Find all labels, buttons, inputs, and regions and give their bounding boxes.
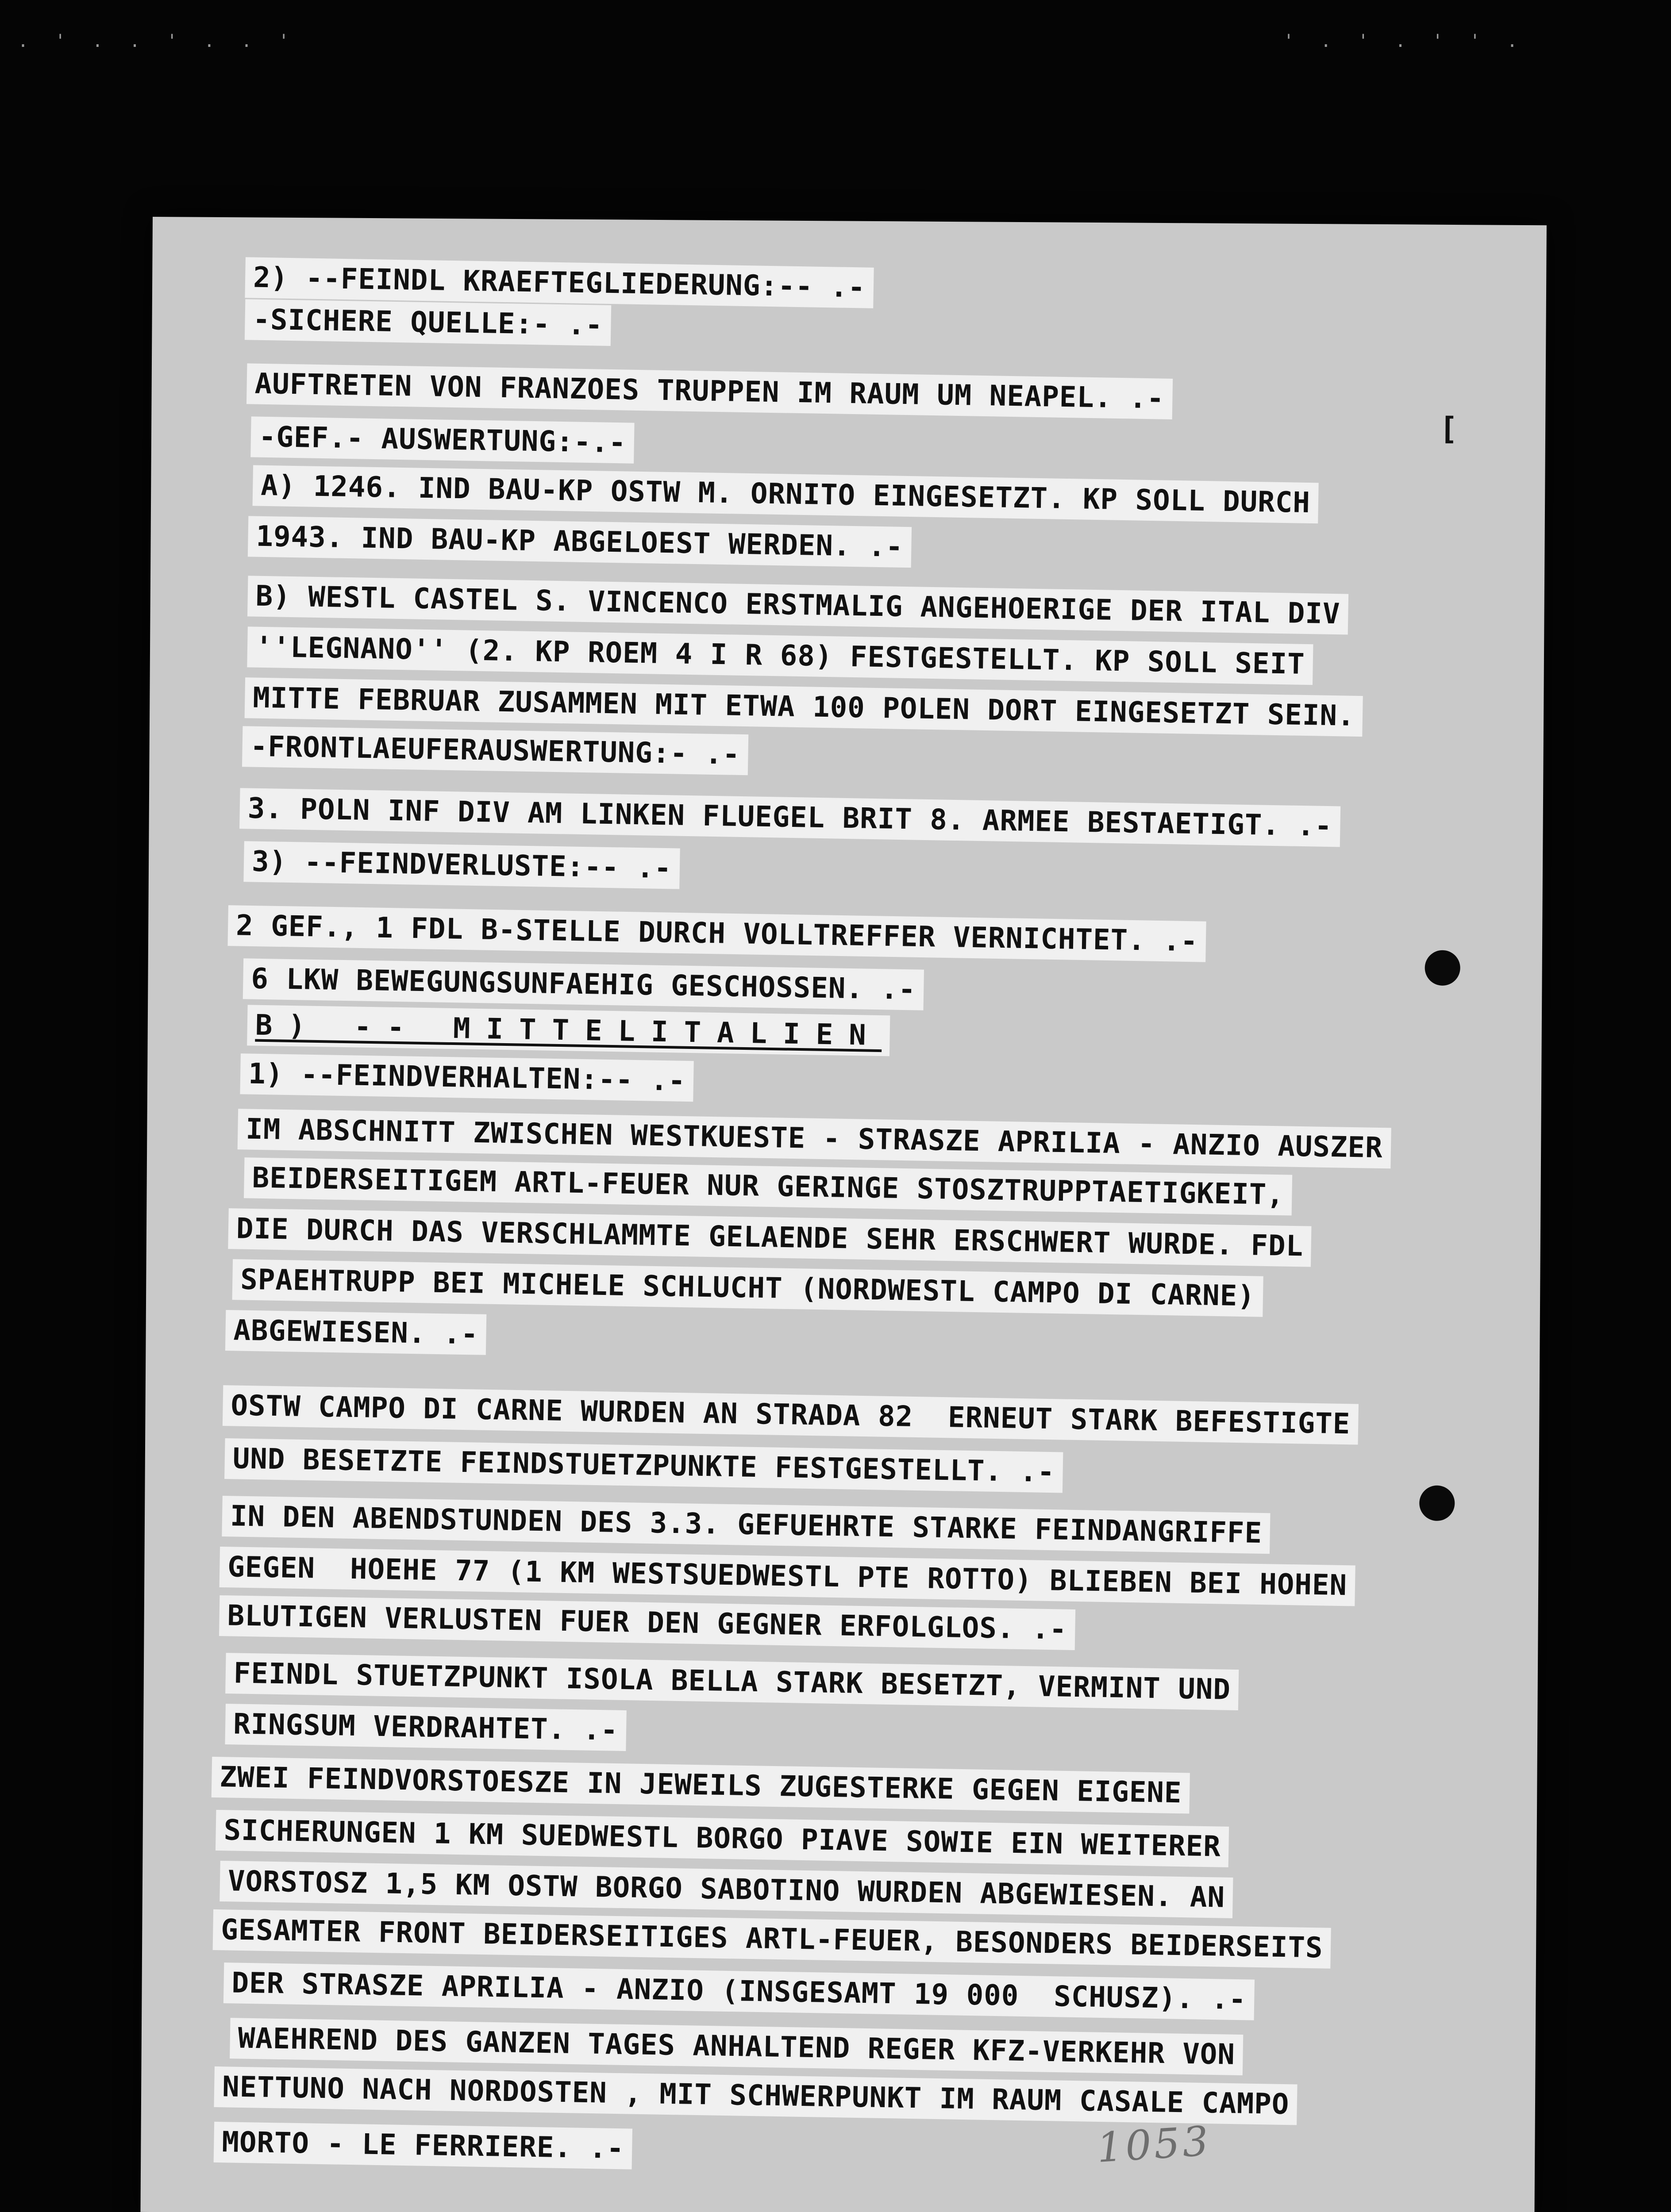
text-line: IN DEN ABENDSTUNDEN DES 3.3. GEFUEHRTE STARKE FEINDANGRIFFE <box>222 1496 1271 1554</box>
text-line: 3. POLN INF DIV AM LINKEN FLUEGEL BRIT 8. ARMEE BESTAETIGT. .- <box>239 788 1340 847</box>
subheading: -GEF.- AUSWERTUNG:-.- <box>250 416 635 463</box>
text-line: UND BESETZTE FEINDSTUETZPUNKTE FESTGESTELLT. .- <box>224 1438 1063 1493</box>
typed-document-page <box>140 217 1546 2212</box>
subheading: -SICHERE QUELLE:- .- <box>245 299 611 346</box>
text-line: 2 GEF., 1 FDL B-STELLE DURCH VOLLTREFFER VERNICHTET. .- <box>227 905 1206 962</box>
text-line: RINGSUM VERDRAHTET. .- <box>225 1704 626 1751</box>
text-line: IM ABSCHNITT ZWISCHEN WESTKUESTE - STRASZE APRILIA - ANZIO AUSZER <box>238 1109 1391 1168</box>
text-line: ABGEWIESEN. .- <box>225 1310 487 1355</box>
text-line: SPAEHTRUPP BEI MICHELE SCHLUCHT (NORDWESTL CAMPO DI CARNE) <box>232 1259 1263 1317</box>
text-line: B) WESTL CASTEL S. VINCENCO ERSTMALIG ANGEHOERIGE DER ITAL DIV <box>247 576 1348 634</box>
section-heading: 2) --FEINDL KRAEFTEGLIEDERUNG:-- .- <box>245 257 874 308</box>
text-line: DER STRASZE APRILIA - ANZIO (INSGESAMT 19 000 SCHUSZ). .- <box>223 1962 1255 2020</box>
margin-mark: [ <box>1439 410 1458 447</box>
text-line: 1943. IND BAU-KP ABGELOEST WERDEN. .- <box>248 516 912 568</box>
film-edge-marks: . ' . . ' . . ' <box>18 31 297 51</box>
punch-hole <box>1419 1486 1455 1521</box>
text-line: GEGEN HOEHE 77 (1 KM WESTSUEDWESTL PTE ROTTO) BLIEBEN BEI HOHEN <box>219 1547 1355 1606</box>
part-heading: B) -- MITTELITALIEN <box>247 1005 890 1056</box>
text-line: FEINDL STUETZPUNKT ISOLA BELLA STARK BESETZT, VERMINT UND <box>225 1653 1239 1710</box>
subheading: -FRONTLAEUFERAUSWERTUNG:- .- <box>242 726 748 775</box>
text-line: GESAMTER FRONT BEIDERSEITIGES ARTL-FEUER, BESONDERS BEIDERSEITS <box>213 1909 1332 1969</box>
text-line: NETTUNO NACH NORDOSTEN , MIT SCHWERPUNKT IM RAUM CASALE CAMPO <box>214 2066 1298 2125</box>
text-line: ''LEGNANO'' (2. KP ROEM 4 I R 68) FESTGESTELLT. KP SOLL SEIT <box>247 626 1313 685</box>
text-line: A) 1246. IND BAU-KP OSTW M. ORNITO EINGESETZT. KP SOLL DURCH <box>253 465 1319 523</box>
text-line: 6 LKW BEWEGUNGSUNFAEHIG GESCHOSSEN. .- <box>243 958 924 1010</box>
text-line: BEIDERSEITIGEM ARTL-FEUER NUR GERINGE STOSZTRUPPTAETIGKEIT, <box>244 1157 1293 1215</box>
text-line: MITTE FEBRUAR ZUSAMMEN MIT ETWA 100 POLEN DORT EINGESETZT SEIN. <box>245 677 1363 737</box>
section-heading: 3) --FEINDVERLUSTE:-- .- <box>243 841 680 889</box>
film-edge-marks-right: ' . ' . ' ' . <box>1283 31 1526 51</box>
text-line: WAEHREND DES GANZEN TAGES ANHALTEND REGER KFZ-VERKEHR VON <box>230 2018 1243 2075</box>
page-number: 1053 <box>1095 2117 1213 2172</box>
text-line: BLUTIGEN VERLUSTEN FUER DEN GEGNER ERFOLGLOS. .- <box>219 1595 1075 1650</box>
text-line: AUFTRETEN VON FRANZOES TRUPPEN IM RAUM UM NEAPEL. .- <box>246 363 1173 419</box>
text-line: ZWEI FEINDVORSTOESZE IN JEWEILS ZUGESTERKE GEGEN EIGENE <box>212 1757 1190 1814</box>
text-line: SICHERUNGEN 1 KM SUEDWESTL BORGO PIAVE SOWIE EIN WEITERER <box>216 1810 1229 1867</box>
text-line: VORSTOSZ 1,5 KM OSTW BORGO SABOTINO WURDEN ABGEWIESEN. AN <box>219 1861 1233 1918</box>
section-heading: 1) --FEINDVERHALTEN:-- .- <box>240 1053 694 1102</box>
punch-hole <box>1425 950 1460 986</box>
text-line: MORTO - LE FERRIERE. .- <box>214 2122 633 2170</box>
text-line: DIE DURCH DAS VERSCHLAMMTE GELAENDE SEHR ERSCHWERT WURDE. FDL <box>228 1208 1312 1267</box>
text-line: OSTW CAMPO DI CARNE WURDEN AN STRADA 82 ERNEUT STARK BEFESTIGTE <box>223 1385 1359 1445</box>
